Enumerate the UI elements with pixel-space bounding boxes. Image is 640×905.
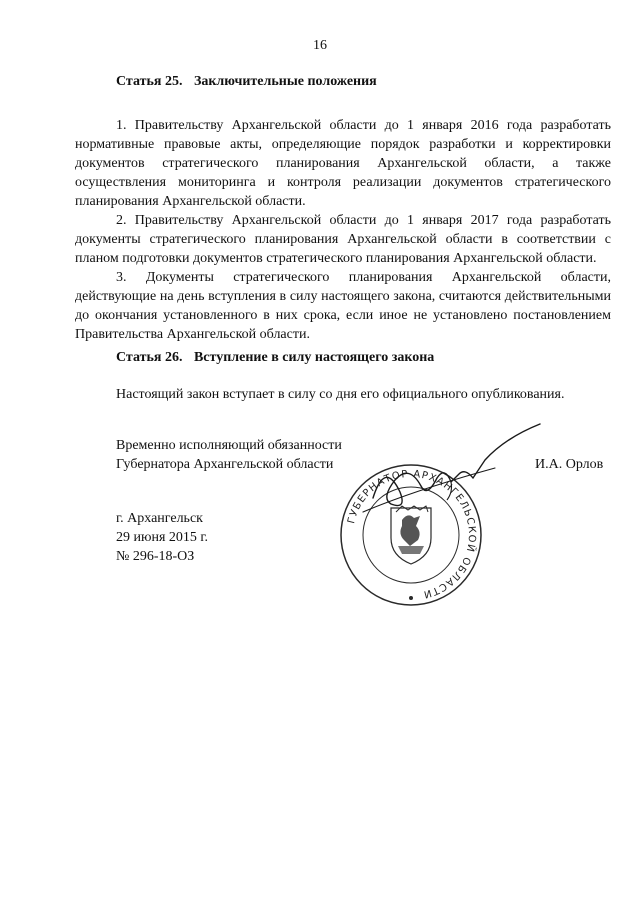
article-25-title: Заключительные положения (193, 74, 377, 89)
article-25-number: Статья 25. (116, 74, 183, 89)
article-26-number: Статья 26. (116, 350, 183, 365)
seal-text: ГУБЕРНАТОР АРХАНГЕЛЬСКОЙ ОБЛАСТИ (346, 468, 478, 600)
article-25-paragraph-1: 1. Правительству Архангельской области до 1 января 2016 года разработать нормативные правовые акты, определяющие порядок разработки и корректировки документов стратегического планирования Архангельской области, а также осуществления мониторинга и контроля реализации документов стратегического планирования Архангельской области. (75, 118, 611, 209)
article-26-heading (116, 350, 434, 366)
document-date: 29 июня 2015 г. (116, 530, 209, 545)
article-25-body (75, 116, 611, 344)
article-26-title: Вступление в силу настоящего закона (193, 350, 435, 365)
article-26-paragraph: Настоящий закон вступает в силу со дня его официального опубликования. (116, 387, 565, 402)
article-25-heading (116, 74, 377, 90)
document-number: № 296-18-ОЗ (116, 549, 195, 564)
handwritten-signature (355, 420, 545, 530)
document-city: г. Архангельск (116, 511, 203, 526)
article-25-paragraph-2: 2. Правительству Архангельской области до 1 января 2017 года разработать документы стратегического планирования Архангельской области в соответствии с планом подготовки документов стратегического планирования Архангельской области. (75, 213, 611, 266)
signer-name: И.А. Орлов (535, 457, 604, 472)
signer-position-line-1: Временно исполняющий обязанности (116, 438, 342, 453)
article-26-body (75, 385, 611, 404)
signer-position-line-2: Губернатора Архангельской области (116, 457, 334, 472)
article-25-paragraph-3: 3. Документы стратегического планирования Архангельской области, действующие на день вступления в силу настоящего закона, считаются действительными до окончания установленного в них срока, если иное не установлено постановлением Правительства Архангельской области. (75, 270, 611, 342)
page-number: 16 (313, 38, 327, 53)
